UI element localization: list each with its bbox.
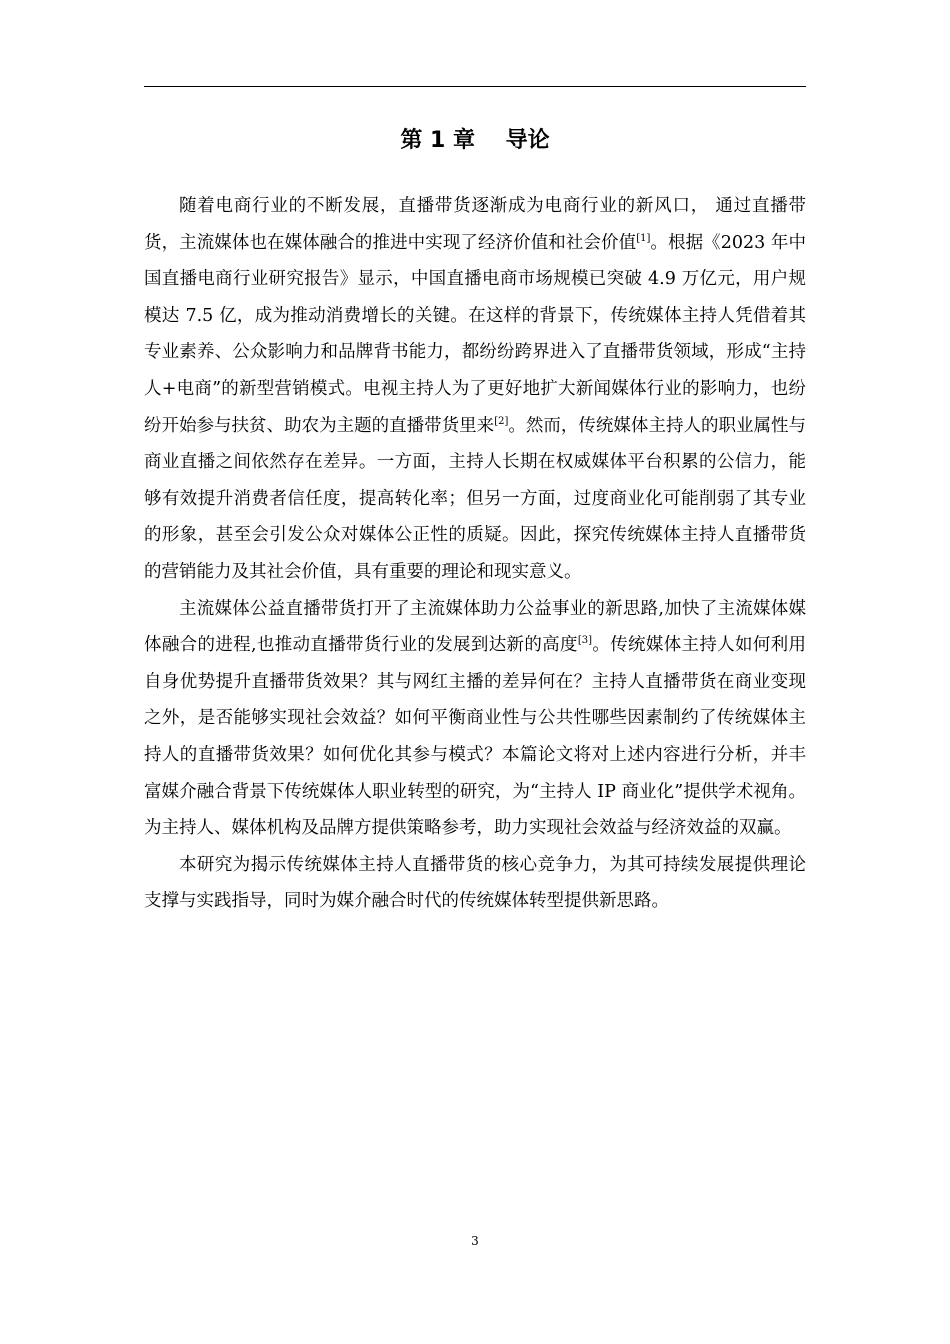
paragraph-text: 主流媒体公益直播带货打开了主流媒体助力公益事业的新思路,加快了主流媒体媒体融合的进程,也推动直播带货行业的发展到达新的高度 [144, 598, 806, 656]
paragraph-text: 。根据《2023 年中国直播电商行业研究报告》显示，中国直播电商市场规模已突破 4.9 万亿元，用户规模达 7.5 亿，成为推动消费增长的关键。在这样的背景下，传统媒体主持人凭借着其专业素养、公众影响力和品牌背书能力，都纷纷跨界进入了直播带货领域，形成“主持人+电商”的新型营销模式。电视主持人为了更好地扩大新闻媒体行业的影响力，也纷纷开始参与扶贫、助农为主题的直播带货里来 [144, 232, 807, 436]
paragraph-text: 本研究为揭示传统媒体主持人直播带货的核心竞争力，为其可持续发展提供理论支撑与实践指导，同时为媒介融合时代的传统媒体转型提供新思路。 [144, 854, 806, 912]
header-rule [144, 86, 806, 87]
citation-ref: [3] [577, 635, 593, 647]
paragraph-text: 随着电商行业的不断发展，直播带货逐渐成为电商行业的新风口， 通过直播带货，主流媒体也在媒体融合的推进中实现了经济价值和社会价值 [144, 196, 806, 253]
citation-ref: [1] [636, 232, 651, 244]
paragraph-1 [144, 188, 806, 591]
citation-ref: [2] [494, 415, 509, 427]
page-number: 3 [471, 1234, 479, 1248]
paragraph-2 [144, 591, 806, 847]
chapter-title: 第 1 章 导论 [400, 128, 550, 153]
paragraph-text: 。然而，传统媒体主持人的职业属性与商业直播之间依然存在差异。一方面，主持人长期在权威媒体平台积累的公信力，能够有效提升消费者信任度，提高转化率；但另一方面，过度商业化可能削弱了其专业的形象，甚至会引发公众对媒体公正性的质疑。因此，探究传统媒体主持人直播带货的营销能力及其社会价值，具有重要的理论和现实意义。 [144, 415, 807, 582]
body-text [144, 188, 806, 920]
paragraph-3 [144, 847, 806, 920]
paragraph-text: 。传统媒体主持人如何利用自身优势提升直播带货效果？其与网红主播的差异何在？主持人直播带货在商业变现之外，是否能够实现社会效益？如何平衡商业性与公共性哪些因素制约了传统媒体主持人的直播带货效果？如何优化其参与模式？本篇论文将对上述内容进行分析，并丰富媒介融合背景下传统媒体人职业转型的研究，为“主持人 IP 商业化”提供学术视角。为主持人、媒体机构及品牌方提供策略参考，助力实现社会效益与经济效益的双赢。 [144, 635, 807, 839]
